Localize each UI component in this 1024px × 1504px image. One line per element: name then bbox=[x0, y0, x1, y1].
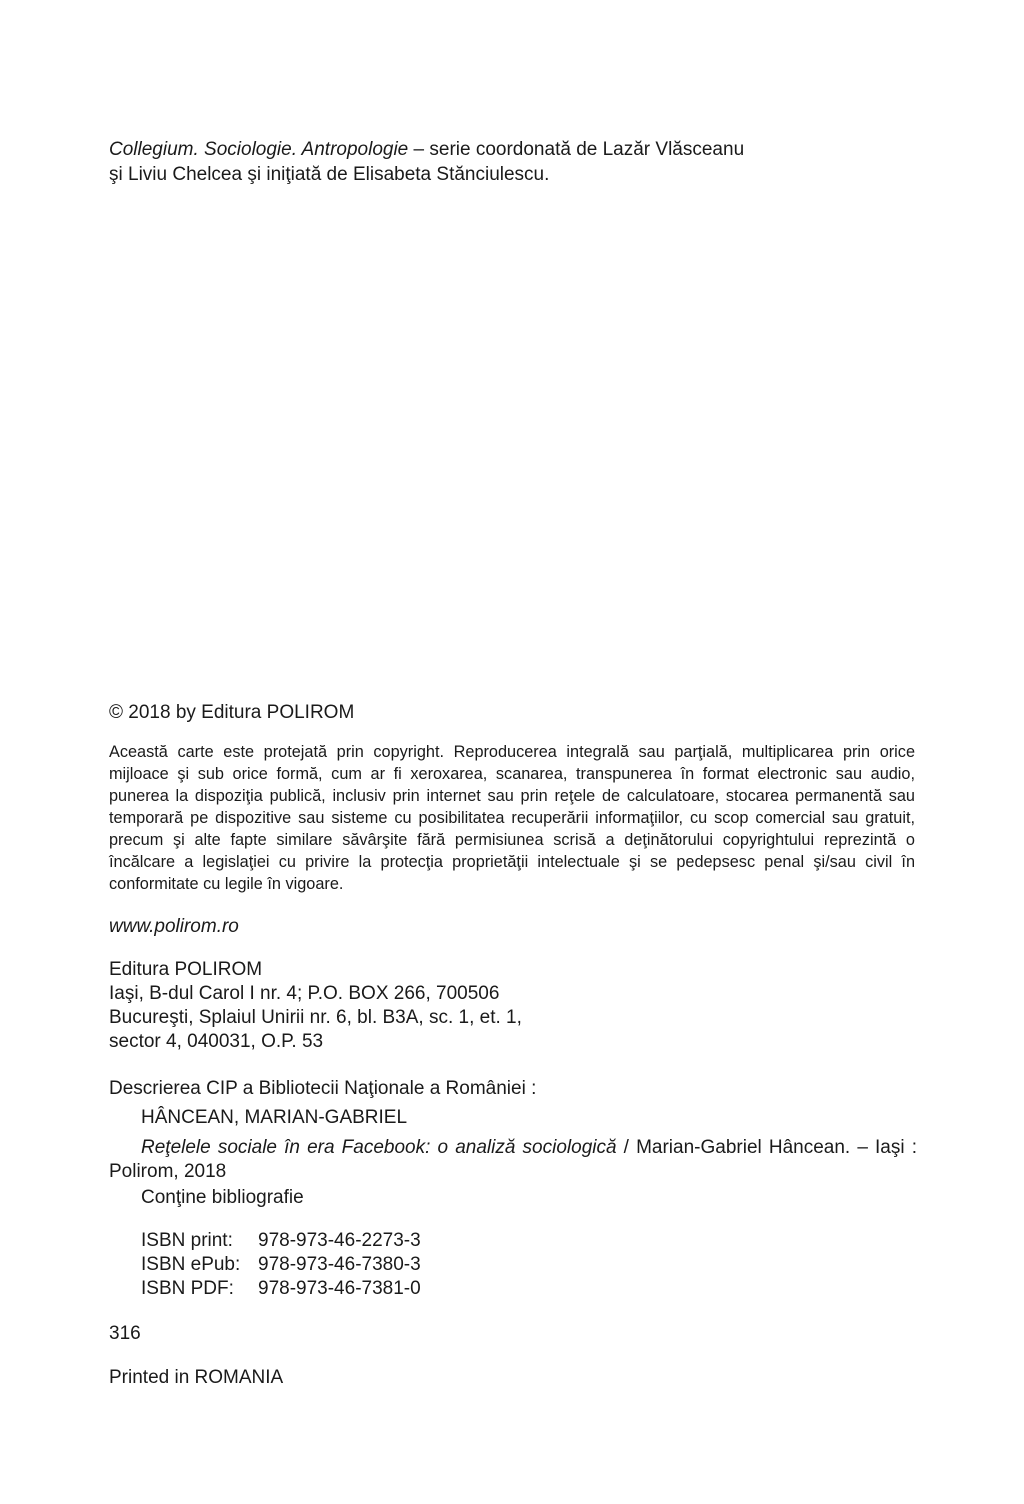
cip-description bbox=[109, 1136, 917, 1184]
series-coordinators: – serie coordonată de Lazăr Vlăsceanu bbox=[408, 139, 745, 160]
publisher-name: Editura POLIROM bbox=[109, 959, 263, 980]
publisher-website: www.polirom.ro bbox=[109, 916, 239, 937]
isbn-label: ISBN PDF: bbox=[141, 1278, 234, 1299]
isbn-value: 978-973-46-7381-0 bbox=[258, 1278, 421, 1299]
cip-book-title: Reţelele sociale în era Facebook: o analiză sociologică bbox=[141, 1137, 617, 1158]
copyright-notice: © 2018 by Editura POLIROM bbox=[109, 702, 355, 723]
cip-note: Conţine bibliografie bbox=[141, 1187, 304, 1208]
series-line-1 bbox=[109, 137, 919, 162]
isbn-list bbox=[141, 1229, 421, 1301]
isbn-label: ISBN print: bbox=[141, 1230, 233, 1251]
address-line-iasi: Iaşi, B-dul Carol I nr. 4; P.O. BOX 266, 700506 bbox=[109, 983, 500, 1004]
publisher-address bbox=[109, 958, 522, 1054]
cip-author: HÂNCEAN, MARIAN-GABRIEL bbox=[141, 1107, 408, 1128]
isbn-row-pdf bbox=[141, 1277, 421, 1301]
series-line-2: şi Liviu Chelcea şi iniţiată de Elisabeta Stănciulescu. bbox=[109, 164, 550, 185]
isbn-row-print bbox=[141, 1229, 421, 1253]
copyright-legal-text: Această carte este protejată prin copyright. Reproducerea integrală sau parţială, multiplicarea prin orice mijloace şi sub orice formă, cum ar fi xeroxarea, scanarea, transpunerea în format electronic sau audio, punerea la dispoziţia publică, inclusiv prin internet sau prin reţele de calculatoare, stocarea permanentă sau temporară pe dispozitive sau sisteme cu posibilitatea recuperării informaţiilor, cu scop comercial sau gratuit, precum şi alte fapte similare săvârşite fără permisiunea scrisă a deţinătorului copyrightului reprezintă o încălcare a legislaţiei cu privire la protecţia proprietăţii intelectuale şi se pedepsesc penal şi/sau civil în conformitate cu legile în vigoare. bbox=[109, 743, 915, 893]
series-title: Collegium. Sociologie. Antropologie bbox=[109, 139, 409, 160]
printed-in: Printed in ROMANIA bbox=[109, 1367, 284, 1388]
cip-heading: Descrierea CIP a Bibliotecii Naţionale a României : bbox=[109, 1078, 537, 1099]
isbn-row-epub bbox=[141, 1253, 421, 1277]
cip-imprint: / Marian-Gabriel Hâncean. – Iaşi : Polirom, 2018 bbox=[109, 1137, 917, 1182]
series-info bbox=[109, 137, 919, 187]
isbn-value: 978-973-46-2273-3 bbox=[258, 1230, 421, 1251]
classification-code: 316 bbox=[109, 1323, 141, 1344]
isbn-label: ISBN ePub: bbox=[141, 1254, 241, 1275]
address-line-sector: sector 4, 040031, O.P. 53 bbox=[109, 1031, 324, 1052]
isbn-value: 978-973-46-7380-3 bbox=[258, 1254, 421, 1275]
address-line-bucuresti: Bucureşti, Splaiul Unirii nr. 6, bl. B3A, sc. 1, et. 1, bbox=[109, 1007, 522, 1028]
